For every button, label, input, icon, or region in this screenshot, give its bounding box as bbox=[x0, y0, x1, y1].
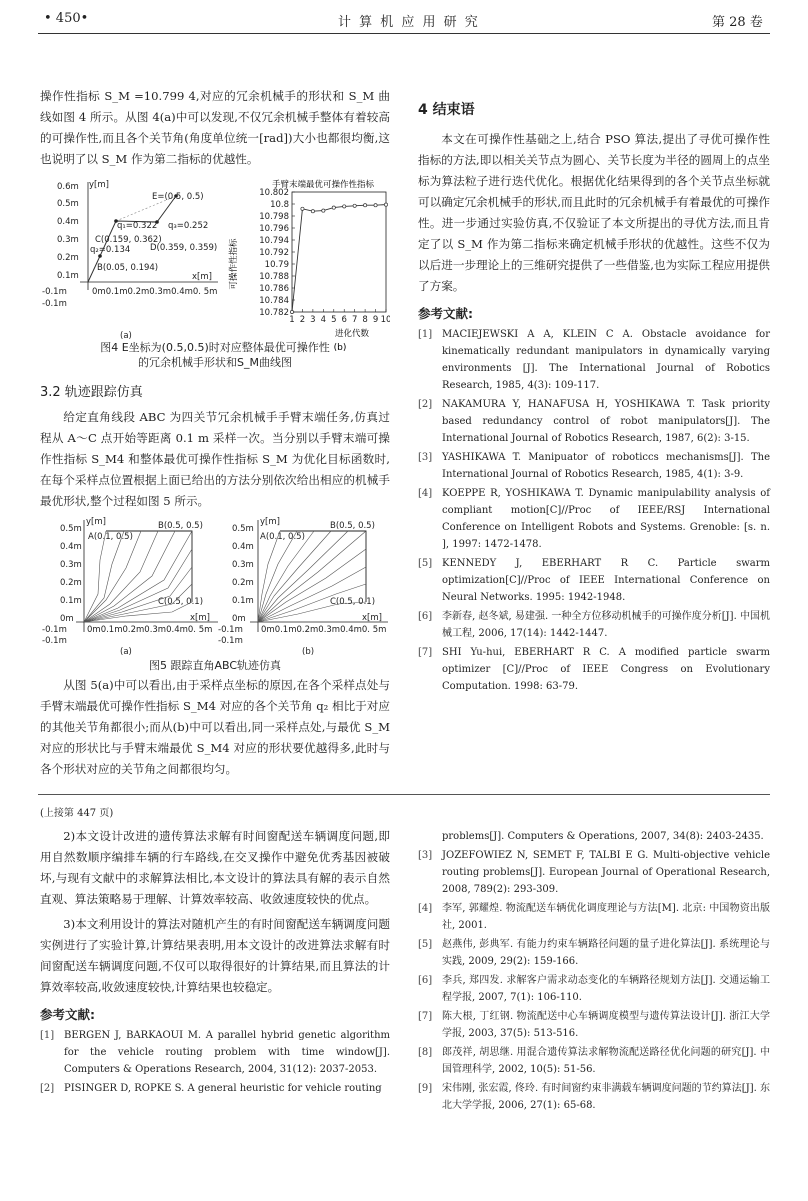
series-line bbox=[292, 205, 386, 312]
x-tick-label: 4 bbox=[320, 315, 327, 325]
reference-item bbox=[418, 555, 770, 606]
running-header bbox=[0, 0, 808, 34]
data-point bbox=[384, 203, 387, 206]
reference-number: [1] bbox=[418, 329, 433, 340]
section-heading: 4 结束语 bbox=[418, 102, 475, 118]
reference-text: NAKAMURA Y, HANAFUSA H, YOSHIKAWA T. Task priority based redundancy control of robot manipulators[J]. The International Journal of Robotics Research, 1987, 6(2): 3-15. bbox=[442, 399, 770, 444]
reference-number: [8] bbox=[418, 1047, 433, 1058]
reference-text: 赵燕伟, 彭典军. 有能力约束车辆路径问题的量子进化算法[J]. 系统理论与实践, 2009, 29(2): 159-166. bbox=[442, 939, 770, 967]
y-tick: -0.1m bbox=[42, 299, 67, 309]
x-tick-label: 3 bbox=[310, 315, 316, 325]
y-tick: 0.2m bbox=[60, 578, 82, 588]
reference-number: [5] bbox=[418, 939, 433, 950]
y-tick: 0.1m bbox=[60, 596, 82, 606]
y-tick: 0.4m bbox=[60, 542, 82, 552]
label-e: E=(0.5, 0.5) bbox=[152, 192, 204, 202]
y-tick: 0.3m bbox=[60, 560, 82, 570]
y-tick-label: 10.79 bbox=[264, 260, 289, 270]
chart-y-label: 可操作性指标 bbox=[229, 238, 239, 290]
y-tick: 0.1m bbox=[57, 271, 79, 281]
y-tick: 0.1m bbox=[232, 596, 254, 606]
paragraph: 操作性指标 S_M =10.799 4,对应的冗余机械手的形状和 S_M 曲线如图 4 所示。从图 4(a)中可以发现,不仅冗余机械手整体有着较高的可操作性,而且各个关节角(角度单位统一[rad])大小也都很均衡,这也说明了以 S_M 作为第二指标的优越性。 bbox=[40, 89, 390, 166]
y-tick-label: 10.782 bbox=[259, 308, 289, 318]
reference-text: 李新春, 赵冬斌, 易建强. 一种全方位移动机械手的可操作度分析[J]. 中国机械工程, 2006, 17(14): 1442-1447. bbox=[442, 611, 770, 639]
journal-title: 计 算 机 应 用 研 究 bbox=[338, 15, 480, 30]
y-tick: -0.1m bbox=[42, 287, 67, 297]
paragraph: 3)本文利用设计的算法对随机产生的有时间窗配送车辆调度问题实例进行了实验计算,计算结果表明,用本文设计的改进算法求解有时间窗配送车辆调度问题,不仅可以取得很好的计算结果,而且算法的计算效率较高,收敛速度较快,计算结果也较稳定。 bbox=[40, 917, 390, 994]
x-tick-label: 9 bbox=[372, 315, 379, 325]
reference-text: 宋伟刚, 张宏霞, 佟玲. 有时间窗约束非满载车辆调度问题的节约算法[J]. 东北大学学报, 2006, 27(1): 65-68. bbox=[442, 1083, 770, 1111]
y-tick-label: 10.8 bbox=[270, 200, 289, 210]
label-c: C(0.159, 0.362) bbox=[95, 235, 162, 245]
reference-item bbox=[418, 936, 770, 970]
reference-number: [4] bbox=[418, 903, 433, 914]
reference-text: problems[J]. Computers & Operations, 2007, 34(8): 2403-2435. bbox=[442, 831, 764, 842]
reference-text: 陈大根, 丁红钢. 物流配送中心车辆调度模型与遗传算法设计[J]. 浙江大学学报, 2003, 37(5): 513-516. bbox=[442, 1011, 770, 1039]
manipulator-shapes bbox=[258, 531, 366, 622]
y-tick: -0.1m bbox=[218, 636, 243, 646]
reference-item bbox=[418, 396, 770, 447]
y-tick-label: 10.802 bbox=[259, 188, 289, 198]
reference-text: BERGEN J, BARKAOUI M. A parallel hybrid genetic algorithm for the vehicle routing problem with time window[J]. Computers & Operations Research, 2004, 31(12): 2037-2053. bbox=[64, 1030, 390, 1075]
y-tick-label: 10.792 bbox=[259, 248, 289, 258]
x-axis-label: x[m] bbox=[192, 272, 212, 282]
label-c: C(0.5, 0.1) bbox=[330, 597, 376, 607]
sublabel-b: (b) bbox=[302, 647, 315, 657]
article-divider bbox=[38, 794, 770, 795]
label-d: D(0.359, 0.359) bbox=[150, 243, 218, 253]
label-q2: q₂=0.134 bbox=[90, 245, 131, 255]
figure-4-caption: 图4 E坐标为(0.5,0.5)时对应整体最优可操作性的冗余机械手形状和S_M曲线图 bbox=[100, 341, 330, 369]
y-tick: -0.1m bbox=[42, 625, 67, 635]
y-tick: 0.3m bbox=[57, 235, 79, 245]
chart-title: 手臂末端最优可操作性指标 bbox=[272, 180, 375, 190]
sublabel-a: (a) bbox=[120, 647, 132, 657]
x-tick-label: 8 bbox=[362, 315, 368, 325]
reference-item bbox=[418, 900, 770, 934]
x-ticks: 0m0.1m0.2m0.3m0.4m0. 5m bbox=[92, 287, 218, 297]
y-tick: 0.4m bbox=[232, 542, 254, 552]
reference-item bbox=[418, 485, 770, 553]
figure-4 bbox=[40, 178, 390, 376]
y-tick: 0.5m bbox=[232, 524, 254, 534]
reference-number: [7] bbox=[418, 647, 433, 658]
reference-item bbox=[418, 608, 770, 642]
reference-item bbox=[40, 1027, 390, 1078]
y-tick: 0.6m bbox=[57, 182, 79, 192]
x-tick-label: 2 bbox=[299, 315, 306, 325]
fig4a-plot bbox=[42, 178, 218, 341]
reference-text: 郎茂祥, 胡思继. 用混合遗传算法求解物流配送路径优化问题的研究[J]. 中国管理科学, 2002, 10(5): 51-56. bbox=[442, 1047, 770, 1075]
fig5b-plot bbox=[218, 517, 388, 657]
y-tick-label: 10.786 bbox=[259, 284, 289, 294]
reference-text: SHI Yu-hui, EBERHART R C. A modified particle swarm optimizer [C]//Proc of IEEE Congress on Evolutionary Computation. 1998: 63-79. bbox=[442, 647, 770, 692]
section-heading: 3.2 轨迹跟踪仿真 bbox=[40, 385, 143, 400]
data-point bbox=[374, 204, 377, 207]
reference-number: [6] bbox=[418, 611, 433, 622]
reference-list bbox=[40, 1027, 390, 1097]
y-tick-label: 10.794 bbox=[259, 236, 289, 246]
data-point bbox=[353, 204, 356, 207]
bottom-left-column bbox=[40, 806, 390, 1099]
label-a: A(0.1, 0.5) bbox=[260, 532, 305, 542]
volume: 第 28 卷 bbox=[712, 15, 763, 30]
reference-number bbox=[418, 828, 442, 845]
label-b: B(0.05, 0.194) bbox=[97, 263, 159, 273]
label-q3: q₃=0.252 bbox=[168, 221, 209, 231]
reference-item bbox=[418, 644, 770, 695]
reference-item bbox=[418, 449, 770, 483]
fig5a-plot bbox=[42, 517, 218, 657]
reference-number: [7] bbox=[418, 1011, 433, 1022]
reference-list bbox=[418, 828, 770, 1114]
header-rule bbox=[38, 33, 770, 34]
data-point bbox=[343, 205, 346, 208]
reference-item bbox=[40, 1080, 390, 1097]
x-tick-label: 7 bbox=[351, 315, 358, 325]
paragraph: 2)本文设计改进的遗传算法求解有时间窗配送车辆调度问题,即用自然数顺序编排车辆的行车路线,在交叉操作中避免优秀基因被破坏,与现有文献中的求解算法相比,本文设计的算法具有解的表示自然直观、算法策略易于理解、计算效率较高、收敛速度较快的优点。 bbox=[40, 829, 390, 906]
label-a: A(0.1, 0.5) bbox=[88, 532, 133, 542]
y-tick: 0.3m bbox=[232, 560, 254, 570]
reference-item bbox=[418, 1008, 770, 1042]
reference-list bbox=[418, 326, 770, 695]
y-tick-label: 10.784 bbox=[259, 296, 289, 306]
y-tick: 0.4m bbox=[57, 217, 79, 227]
reference-item bbox=[418, 828, 770, 845]
y-tick-label: 10.798 bbox=[259, 212, 289, 222]
references-heading: 参考文献: bbox=[40, 1007, 95, 1022]
paragraph: 从图 5(a)中可以看出,由于采样点坐标的原因,在各个采样点处与手臂末端最优可操作性指标 S_M4 对应的各个关节角 q₂ 相比于对应的其他关节角都很小;而从(b)中可以看出,同一采样点处,与最优 S_M 对应的形状比与手臂末端最优 S_M4 对应的形状要优越得多,此时与各个形状对应的关节角之间都很均匀。 bbox=[40, 678, 390, 776]
reference-number: [2] bbox=[418, 399, 433, 410]
data-point bbox=[311, 210, 314, 213]
reference-item bbox=[418, 1080, 770, 1114]
manipulator-shapes bbox=[84, 531, 192, 622]
data-point bbox=[290, 310, 293, 313]
reference-text: JOZEFOWIEZ N, SEMET F, TALBI E G. Multi-objective vehicle routing problems[J]. European Journal of Operational Research, 2008, 789(2): 293-309. bbox=[442, 850, 770, 895]
y-axis-label: y[m] bbox=[89, 180, 109, 190]
reference-number: [2] bbox=[40, 1083, 55, 1094]
figure-5 bbox=[40, 514, 390, 674]
data-point bbox=[332, 206, 335, 209]
y-tick: 0.5m bbox=[60, 524, 82, 534]
figure-5-svg bbox=[40, 514, 390, 660]
y-tick: -0.1m bbox=[218, 625, 243, 635]
x-tick-label: 5 bbox=[331, 315, 337, 325]
left-column-mid bbox=[40, 382, 390, 512]
figure-5-caption: 图5 跟踪直角ABC轨迹仿真 bbox=[148, 659, 282, 672]
reference-item bbox=[418, 1044, 770, 1078]
page-number: • 450• bbox=[44, 11, 89, 26]
data-point bbox=[322, 209, 325, 212]
label-c: C(0.5, 0.1) bbox=[158, 597, 204, 607]
sublabel-a: (a) bbox=[120, 331, 132, 341]
reference-text: 李兵, 郑四发. 求解客户需求动态变化的车辆路径规划方法[J]. 交通运输工程学报, 2007, 7(1): 106-110. bbox=[442, 975, 770, 1003]
x-tick-label: 6 bbox=[341, 315, 347, 325]
reference-text: YASHIKAWA T. Manipuator of roboticcs mechanisms[J]. The International Journal of Robotics Research, 1985, 4(1): 3-9. bbox=[442, 452, 770, 480]
reference-text: KENNEDY J, EBERHART R C. Particle swarm optimization[C]//Proc of IEEE International Conference on Neural Networks. 1995: 1942-1948. bbox=[442, 558, 770, 603]
reference-number: [3] bbox=[418, 452, 433, 463]
label-b: B(0.5, 0.5) bbox=[158, 521, 203, 531]
x-tick-label: 1 bbox=[289, 315, 295, 325]
y-tick: 0.2m bbox=[57, 253, 79, 263]
x-ticks: 0m0.1m0.2m0.3m0.4m0. 5m bbox=[87, 625, 213, 635]
right-column-top bbox=[418, 100, 770, 697]
paragraph: 本文在可操作性基础之上,结合 PSO 算法,提出了寻优可操作性指标的方法,即以相关关节点为圆心、关节长度为半径的圆周上的点坐标为算法粒子进行迭代优化。根据优化结果得到的各个关节点坐标就可以确定冗余机械手的形状,而且此时的冗余机械手有着最优的可操作性。进一步通过实验仿真,不仅验证了本文所提出的寻优方法,而且肯定了以 S_M 作为第二指标来确定机械手形状的优越性。这些不仅为以后进一步理论上的三维研究提供了一些借鉴,也为实际工程应用提供了方案。 bbox=[418, 132, 770, 293]
data-point bbox=[364, 204, 367, 207]
label-q1: q₁=0.322 bbox=[117, 221, 158, 231]
paragraph: 给定直角线段 ABC 为四关节冗余机械手手臂末端任务,仿真过程从 A～C 点开始等距离 0.1 m 采样一次。当分别以手臂末端可操作性指标 S_M4 和整体最优可操作性指标 S_M 为优化目标函数时,在每个采样点位置根据上面已给出的方法分别依次给出相应的机械手最优形状,整个过程如图 5 所示。 bbox=[40, 410, 390, 508]
reference-number: [9] bbox=[418, 1083, 433, 1094]
x-axis-label: x[m] bbox=[362, 613, 382, 623]
reference-text: KOEPPE R, YOSHIKAWA T. Dynamic manipulability analysis of compliant motion[C]//Proc of IEEE/RSJ International Conference on Intelligent Robots and Systems. Grenoble: [s. n. ], 1997: 1472-1478. bbox=[442, 488, 770, 550]
x-ticks: 0m0.1m0.2m0.3m0.4m0. 5m bbox=[261, 625, 387, 635]
reference-number: [4] bbox=[418, 488, 433, 499]
y-tick: 0.5m bbox=[57, 199, 79, 209]
reference-number: [6] bbox=[418, 975, 433, 986]
continuation-note: (上接第 447 页) bbox=[40, 808, 114, 819]
reference-text: 李军, 郭耀煌. 物流配送车辆优化调度理论与方法[M]. 北京: 中国物资出版社, 2001. bbox=[442, 903, 770, 931]
reference-item bbox=[418, 326, 770, 394]
fig4b-chart bbox=[228, 179, 390, 353]
y-axis-label: y[m] bbox=[260, 517, 280, 527]
y-tick: 0m bbox=[60, 614, 74, 624]
chart-x-label: 进化代数 bbox=[334, 329, 370, 339]
x-tick-label: 10 bbox=[380, 315, 390, 325]
reference-text: MACIEJEWSKI A A, KLEIN C A. Obstacle avoidance for kinematically redundant manipulators in dynamically varying environments [J]. The International Journal of Robotics Research, 1985, 4(3): 109-117. bbox=[442, 329, 770, 391]
left-column-bottom bbox=[40, 675, 390, 780]
reference-number: [3] bbox=[418, 850, 433, 861]
y-tick: 0.2m bbox=[232, 578, 254, 588]
reference-text: PISINGER D, ROPKE S. A general heuristic for vehicle routing bbox=[64, 1083, 382, 1094]
label-b: B(0.5, 0.5) bbox=[330, 521, 375, 531]
chart-sublabel: (b) bbox=[333, 343, 347, 353]
y-tick-label: 10.788 bbox=[259, 272, 289, 282]
references-heading: 参考文献: bbox=[418, 306, 473, 321]
y-tick-label: 10.796 bbox=[259, 224, 289, 234]
reference-item bbox=[418, 847, 770, 898]
left-column-top bbox=[40, 86, 390, 170]
reference-number: [1] bbox=[40, 1030, 55, 1041]
x-axis-label: x[m] bbox=[190, 613, 210, 623]
reference-number: [5] bbox=[418, 558, 433, 569]
y-tick: -0.1m bbox=[42, 636, 67, 646]
bottom-right-column bbox=[418, 826, 770, 1116]
y-axis-label: y[m] bbox=[86, 517, 106, 527]
y-tick: 0m bbox=[232, 614, 246, 624]
reference-item bbox=[418, 972, 770, 1006]
data-point bbox=[301, 207, 304, 210]
